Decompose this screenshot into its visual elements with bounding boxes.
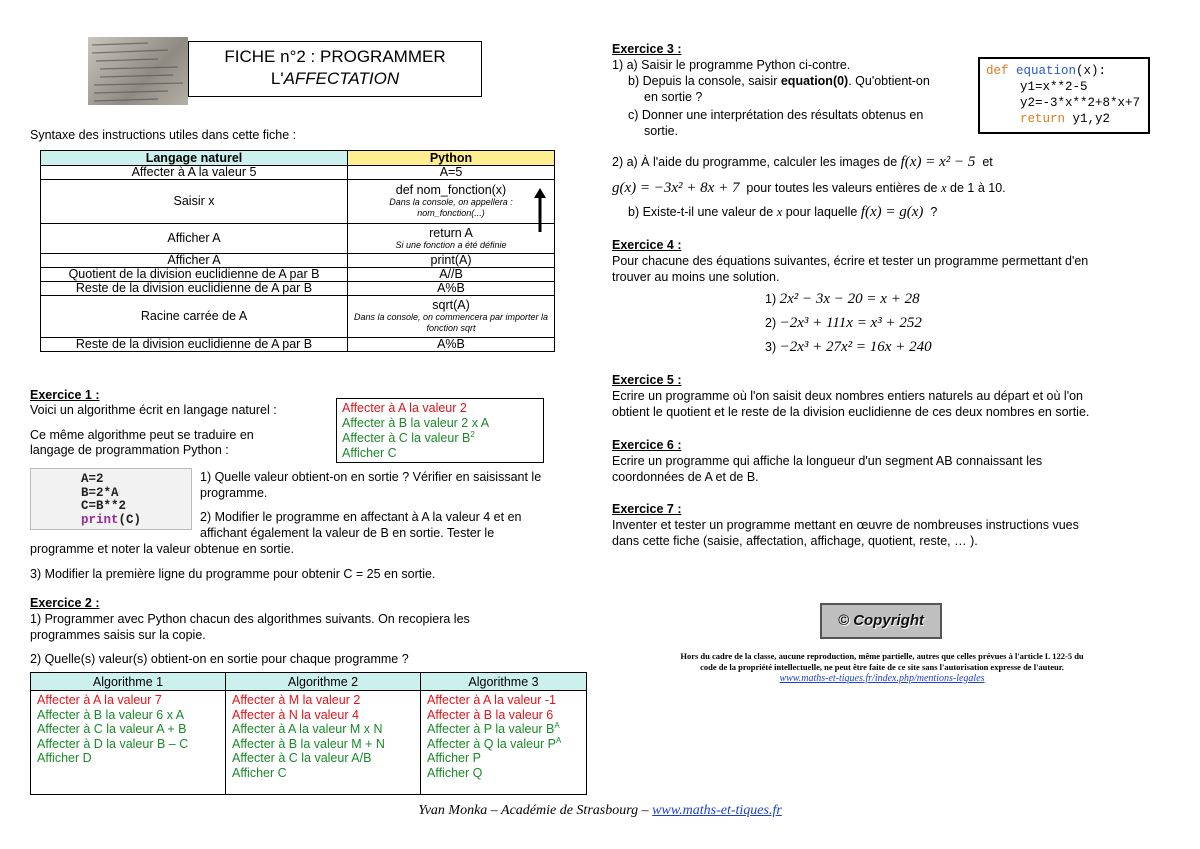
algo-line: Affecter à B la valeur M + N (232, 736, 385, 751)
algo-line: Afficher C (232, 765, 287, 780)
ex4-eq1: 1) 2x² − 3x − 20 = x + 28 (765, 291, 920, 307)
table-row: Reste de la division euclidienne de A par B A%B (41, 338, 555, 352)
table-row: Racine carrée de A sqrt(A) Dans la console, on commencera par importer la fonction sqrt (41, 296, 555, 338)
ex5-title: Exercice 5 : (612, 373, 682, 387)
ex6-l1: Ecrire un programme qui affiche la longueur d'un segment AB connaissant les (612, 454, 1043, 468)
ex6-title: Exercice 6 : (612, 438, 682, 452)
ex1-q2a: 2) Modifier le programme en affectant à A la valeur 4 et en (200, 510, 522, 524)
ex3-l5: sortie. (644, 124, 679, 138)
table-row: Afficher A return A Si une fonction a été définie (41, 224, 555, 254)
ex3-l1: 1) a) Saisir le programme Python ci-contre. (612, 58, 851, 72)
table-row: Affecter à A la valeur 5 A=5 (41, 166, 555, 180)
ex4-title: Exercice 4 : (612, 238, 682, 252)
algorithms-table (30, 672, 587, 795)
ex1-intro: Voici un algorithme écrit en langage naturel : (30, 403, 277, 417)
copyright-notice: Hors du cadre de la classe, aucune reproduction, même partielle, autres que celles prévues à l'article L 122-5 du code de la propriété intellectuelle, ne peut être faite de ce site sans l'autorisation expresse de l'auteur. www.maths-et-tiques.fr/index.php/mentions-legales (612, 651, 1152, 684)
table-row: Quotient de la division euclidienne de A par B A//B (41, 268, 555, 282)
title-line1: FICHE n°2 : PROGRAMMER (224, 47, 446, 66)
ex7-l1: Inventer et tester un programme mettant en œuvre de nombreuses instructions vues (612, 518, 1079, 532)
syntax-table (40, 150, 555, 352)
algo-line: Affecter à C la valeur A + B (37, 722, 187, 736)
ex4-eq3: 3) −2x³ + 27x² = 16x + 240 (765, 339, 932, 355)
ex7-l2: dans cette fiche (saisie, affectation, affichage, quotient, reste, … ). (612, 534, 978, 548)
ex3-code-box: def equation(x): y1=x**2-5 y2=-3*x**2+8*x+7 return y1,y2 (978, 57, 1150, 134)
algo-line: Affecter à M la valeur 2 (232, 693, 361, 707)
ex5-l2: obtient le quotient et le reste de la division euclidienne de ces deux nombres en sortie. (612, 405, 1090, 419)
ex4-eq2: 2) −2x³ + 111x = x³ + 252 (765, 315, 922, 331)
ex4-l2: trouver au moins une solution. (612, 270, 780, 284)
ex1-algo-box: Affecter à A la valeur 2 Affecter à B la valeur 2 x A Affecter à C la valeur $B^2$ Afficher C (336, 398, 544, 463)
ex3-q2b: g(x) = −3x² + 8x + 7 pour toutes les valeurs entières de x de 1 à 10. (612, 180, 1006, 196)
algo-line: Affecter à A la valeur -1 (427, 693, 557, 707)
ex3-q2c: b) Existe-t-il une valeur de x pour laquelle f(x) = g(x) ? (628, 204, 938, 220)
ex2-l2: programmes saisis sur la copie. (30, 628, 206, 642)
ex1-q2c: programme et noter la valeur obtenue en sortie. (30, 542, 295, 556)
ex3-q2a: 2) a) À l'aide du programme, calculer les images de f(x) = x² − 5 et (612, 154, 993, 170)
algo-line: Affecter à Q la valeur $P^A$ (427, 735, 562, 751)
ex3-l4: c) Donner une interprétation des résultats obtenus en (628, 108, 924, 122)
algo3-header: Algorithme 3 (421, 673, 587, 691)
ex3-title: Exercice 3 : (612, 42, 682, 56)
ex4-l1: Pour chacune des équations suivantes, écrire et tester un programme permettant d'en (612, 254, 1089, 268)
algo1-header: Algorithme 1 (31, 673, 226, 691)
syntax-header-py: Python (348, 151, 555, 166)
ex1-q1b: programme. (200, 486, 268, 500)
algo-line: Affecter à N la valeur 4 (232, 707, 359, 722)
algo2-header: Algorithme 2 (226, 673, 421, 691)
algo3-cell (421, 691, 587, 795)
table-row: Afficher A print(A) (41, 254, 555, 268)
algo-line: Affecter à P la valeur $B^A$ (427, 720, 560, 736)
ex1-intro2a: Ce même algorithme peut se traduire en (30, 428, 254, 442)
copyright-badge: © Copyright (820, 603, 942, 639)
page-title (188, 41, 482, 97)
ex1-title: Exercice 1 : (30, 388, 100, 402)
algo-line: Affecter à C la valeur A/B (232, 751, 372, 765)
legal-link[interactable]: www.maths-et-tiques.fr/index.php/mentions-legales (779, 673, 985, 684)
code-photo-icon (88, 37, 188, 105)
ex1-intro2b: langage de programmation Python : (30, 443, 229, 457)
ex1-q3: 3) Modifier la première ligne du programme pour obtenir C = 25 en sortie. (30, 567, 436, 581)
ex5-l1: Ecrire un programme où l'on saisit deux nombres entiers naturels au départ et où l'on (612, 389, 1083, 403)
algo-line: Affecter à A la valeur 7 (37, 693, 162, 707)
algo-line: Afficher P (427, 751, 481, 765)
ex1-code-box: A=2 B=2*A C=B**2 print(C) (30, 468, 192, 530)
syntax-header-nat: Langage naturel (41, 151, 348, 166)
header-photo (88, 37, 188, 105)
algo-line: Afficher Q (427, 765, 483, 780)
ex3-l2: b) Depuis la console, saisir equation(0). Qu'obtient-on (628, 74, 930, 88)
algo-line: Affecter à D la valeur B – C (37, 736, 189, 751)
ex2-title: Exercice 2 : (30, 596, 100, 610)
footer-link[interactable]: www.maths-et-tiques.fr (652, 803, 782, 818)
algo-line: Affecter à B la valeur 6 x A (37, 707, 185, 722)
arrow-up-icon (534, 188, 546, 234)
algo-line: Affecter à A la valeur M x N (232, 722, 383, 736)
ex7-title: Exercice 7 : (612, 502, 682, 516)
title-line2: L'AFFECTATION (270, 69, 400, 88)
algo1-cell (31, 691, 226, 795)
algo-line: Affecter à B la valeur 6 (427, 707, 554, 722)
syntax-intro: Syntaxe des instructions utiles dans cette fiche : (30, 128, 297, 142)
table-row: Saisir x def nom_fonction(x) Dans la console, on appellera : nom_fonction(...) (41, 180, 555, 224)
algo2-cell (226, 691, 421, 795)
ex1-q1a: 1) Quelle valeur obtient-on en sortie ? Vérifier en saisissant le (200, 470, 542, 484)
ex6-l2: coordonnées de A et de B. (612, 470, 759, 484)
ex2-l3: 2) Quelle(s) valeur(s) obtient-on en sortie pour chaque programme ? (30, 652, 409, 666)
algo-line: Afficher D (37, 751, 92, 765)
ex1-q2b: affichant également la valeur de B en sortie. Tester le (200, 526, 495, 540)
ex3-l3: en sortie ? (644, 90, 703, 104)
ex2-l1: 1) Programmer avec Python chacun des algorithmes suivants. On recopiera les (30, 612, 470, 626)
table-row: Reste de la division euclidienne de A par B A%B (41, 282, 555, 296)
footer: Yvan Monka – Académie de Strasbourg – www.maths-et-tiques.fr (418, 803, 782, 818)
